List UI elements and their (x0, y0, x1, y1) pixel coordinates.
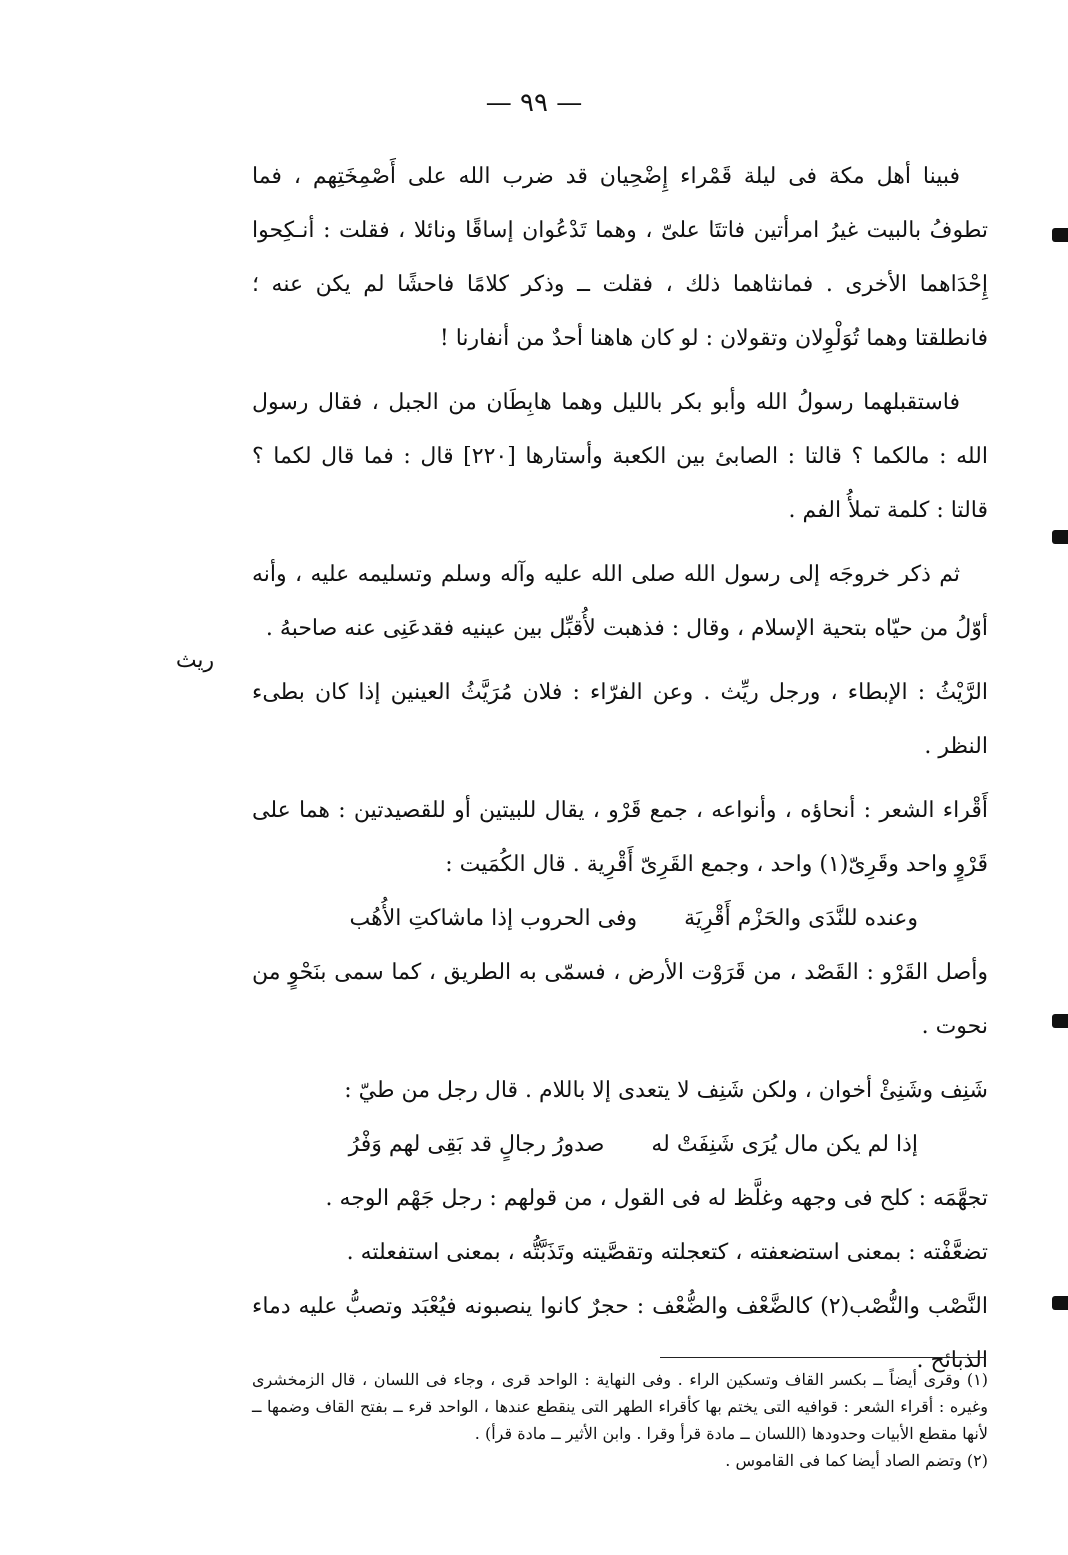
page-edge-mark (1052, 228, 1068, 242)
paragraph-tajahhum: تجهَّمَه : كلح فى وجهه وغلَّظ له فى القول ، من قولهم : رجل جَهْم الوجه . (325, 1186, 988, 1211)
verse-kumayt-first-hemistich: وعنده للنَّدَى والحَزْم أَقْرِيَة (684, 906, 918, 931)
paragraph-aqra: أَقْراء الشعر : أنحاؤه ، وأنواعه ، جمع قَرْو ، يقال للبيتين أو للقصيدتين : هما على قَرْوٍ واحد وقَرِىّ(١) واحد ، وجمع القَرِىّ أَقْرِية . قال الكُمَيت : (252, 798, 988, 877)
paragraph-islamic-greeting: ثم ذكر خروجَه إلى رسول الله صلى الله عليه وآله وسلم وتسليمه عليه ، وأنه أوّلُ من حيّاه بتحية الإسلام ، وقال : فذهبت لأُقبِّل بين عينيه فقدعَنِى عنه صاحبهُ . (252, 562, 988, 641)
footnote-1: (١) وقرى أيضاً ــ بكسر القاف وتسكين الراء . وفى النهاية : الواحد قرى ، وجاء فى اللسان ، قال الزمخشرى وغيره : أقراء الشعر : قوافيه التى يختم بها كأقراء الطهر التى ينقطع عندها ، الواحد قرء ــ بفتح القاف وضمها ــ لأنها مقطع الأبيات وحدودها (اللسان ــ مادة قرأ وقرا . وابن الأثير ــ مادة قرأ) . (252, 1370, 988, 1443)
verse-tayyi (252, 1118, 988, 1172)
page-edge-mark (1052, 1296, 1068, 1310)
paragraph-shanif: شَنِف وشَنِئْ أخوان ، ولكن شَنِف لا يتعدى إلا باللام . قال رجل من طيّ : (344, 1078, 988, 1103)
footnote-2: (٢) وتضم الصاد أيضا كما فى القاموس . (725, 1451, 988, 1470)
footnotes (252, 1366, 988, 1474)
verse-tayyi-first-hemistich: إذا لم يكن مال يُرَى شَنِفَتْ له (651, 1132, 918, 1157)
verse-kumayt (252, 892, 988, 946)
paragraph-qarw-origin: وأصل القَرْو : القَصْد ، من قَرَوْت الأرض ، فسمّى به الطريق ، كما سمى بنَحْوٍ من نحوت . (252, 960, 988, 1039)
body-text (252, 150, 988, 1388)
verse-kumayt-second-hemistich: وفى الحروب إذا ماشاكتِ الأُهُب (349, 906, 638, 931)
paragraph-prophet-meeting: فاستقبلهما رسولُ الله وأبو بكر بالليل وهما هابِطَان من الجبل ، فقال رسول الله : مالكما ؟ قالتا : الصابئ بين الكعبة وأستارها [٢٢٠] قال : فما قال لكما ؟ قالتا : كلمة تملأُ الفم . (252, 390, 988, 523)
footnote-divider (660, 1357, 986, 1358)
margin-headword: ريث (175, 648, 215, 673)
paragraph-night-of-mecca: فبينا أهل مكة فى ليلة قَمْراء إِضْحِيان قد ضرب الله على أَصْمِخَتِهم ، فما تطوفُ بالبيت غيرُ امرأتين فاتتَا علىّ ، وهما تَدْعُوان إساقًا ونائلا ، فقلت : أنـكِحوا إِحْدَاهما الأخرى . فمانثاهما ذلك ، فقلت ــ وذكر كلامًا فاحشًا لم يكن عنه ؛ فانطلقتا وهما تُوَلْوِلان وتقولان : لو كان هاهنا أحدٌ من أنفارنا ! (252, 164, 988, 351)
page-number: — ٩٩ — (485, 88, 583, 118)
paragraph-nasb: النَّصْب والنُّصْب(٢) كالضَّعْف والضُّعْف : حجرٌ كانوا ينصبونه فيُعْبَد وتصبُّ عليه دماء الذبائح . (252, 1294, 988, 1373)
paragraph-tadaaf: تضعَّفْته : بمعنى استضعفته ، كتعجلته وتقصَّيته وتَذَبَّتُّه ، بمعنى استفعلته . (346, 1240, 988, 1265)
page-edge-mark (1052, 530, 1068, 544)
paragraph-rayth: الرَّيْثُ : الإبطاء ، ورجل ريِّث . وعن الفرّاء : فلان مُرَيَّثُ العينين إذا كان بطىء النظر . (252, 680, 988, 759)
verse-tayyi-second-hemistich: صدورُ رجالٍ قد بَقِى لهم وَفْرُ (348, 1132, 605, 1157)
page-edge-mark (1052, 1014, 1068, 1028)
